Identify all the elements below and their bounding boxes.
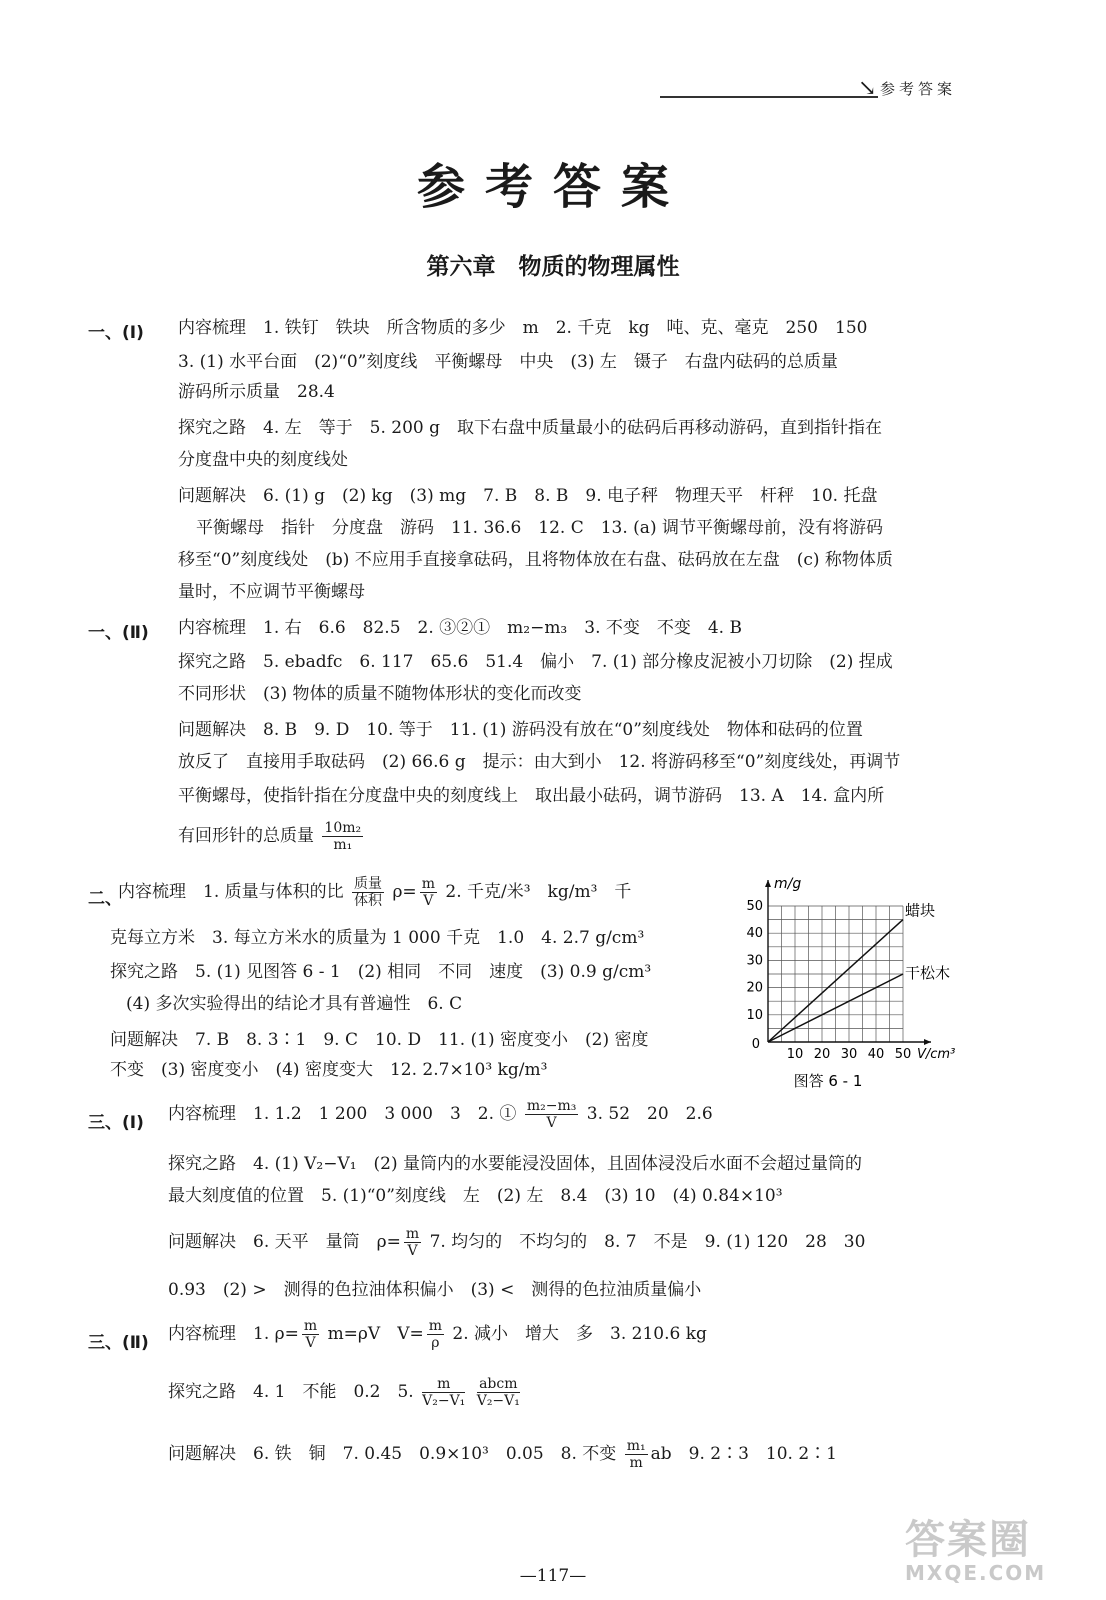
s2-line-1b: ρ= (392, 882, 417, 903)
s3b-line-3 (168, 1438, 837, 1471)
section-label-1b: 一、(Ⅱ) (88, 623, 149, 643)
s3a-line-1 (168, 1098, 713, 1131)
x-tick-label: 20 (813, 1047, 831, 1062)
fraction-numerator: m (303, 1318, 318, 1334)
s3b-line-1c: 2. 减小 增大 多 3. 210.6 kg (452, 1324, 707, 1345)
s1b-line-7-text: 有回形针的总质量 (178, 826, 314, 847)
chart-title: 图答 6 - 1 (793, 1072, 863, 1090)
graph-labels (746, 876, 955, 1090)
s1b-line-3: 不同形状 (3) 物体的质量不随物体形状的变化而改变 (178, 684, 582, 704)
x-tick-label: 50 (894, 1047, 912, 1062)
fraction-denominator: V (423, 893, 434, 910)
y-axis-arrow (765, 880, 771, 887)
section-label-1a: 一、(Ⅰ) (88, 323, 144, 343)
s3b-line-3b: ab 9. 2∶3 10. 2∶1 (650, 1444, 837, 1465)
fraction-numerator: abcm (477, 1376, 520, 1393)
fraction-numerator: m (421, 876, 435, 892)
s1a-line-5: 分度盘中央的刻度线处 (178, 450, 348, 470)
y-tick-label: 40 (746, 926, 763, 942)
page-title: 参考答案 (416, 159, 689, 215)
s3a-line-3: 最大刻度值的位置 5. (1)“0”刻度线 左 (2) 左 8.4 (3) 10 (4) 0.84×10³ (168, 1186, 783, 1206)
s2-line-2: 克每立方米 3. 每立方米水的质量为 1 000 千克 1.0 4. 2.7 g/cm³ (110, 928, 645, 948)
s3b-line-1 (168, 1318, 707, 1351)
s1a-line-1: 内容梳理 1. 铁钉 铁块 所含物质的多少 m 2. 千克 kg 吨、克、毫克 250 150 (178, 318, 868, 338)
s2-line-4: (4) 多次实验得出的结论才具有普遍性 6. C (126, 994, 463, 1014)
s3b-line-1a: 内容梳理 1. ρ= (168, 1324, 299, 1345)
y-tick-label: 20 (746, 980, 763, 996)
s3a-line-4a: 问题解决 6. 天平 量筒 ρ= (168, 1232, 401, 1253)
watermark-top: 答案圈 (905, 1517, 1031, 1563)
s1a-line-6: 问题解决 6. (1) g (2) kg (3) mg 7. B 8. B 9. 电子秤 物理天平 杆秤 10. 托盘 (178, 486, 878, 506)
chapter-title: 第六章 物质的物理属性 (426, 254, 680, 280)
fraction-numerator: 质量 (354, 876, 383, 892)
header-pen-icon: ↘ (858, 76, 877, 101)
s3b-line-2a: 探究之路 4. 1 不能 0.2 5. (168, 1382, 414, 1403)
fraction-denominator: V₂−V₁ (422, 1393, 466, 1410)
fraction-denominator: m₁ (333, 837, 353, 854)
s3a-line-4 (168, 1226, 865, 1259)
fraction-denominator: 体积 (354, 893, 383, 910)
density-graph (740, 872, 980, 1090)
fraction-numerator: 10m₂ (324, 820, 362, 836)
s3b-line-1b: m=ρV V= (327, 1324, 424, 1345)
fraction-10m2-m1 (322, 820, 363, 853)
fraction-denominator: V (305, 1335, 316, 1352)
s3a-line-1b: 3. 52 20 2.6 (586, 1104, 713, 1125)
s2-line-3: 探究之路 5. (1) 见图答 6 - 1 (2) 相同 不同 速度 (3) 0.9 g/cm³ (110, 962, 652, 982)
watermark-bottom: MXQE.COM (905, 1561, 1047, 1585)
series-label-wax: 蜡块 (905, 901, 936, 920)
fraction-m-rho (427, 1318, 444, 1351)
graph-grid (768, 906, 903, 1042)
x-tick-label: 40 (867, 1047, 885, 1062)
fraction-numerator: m (405, 1226, 420, 1242)
s2-line-1a: 内容梳理 1. 质量与体积的比 (118, 882, 344, 903)
fraction-m1-m (625, 1438, 648, 1471)
fraction-m-v2-v1 (422, 1376, 465, 1409)
fraction-numerator: m₁ (626, 1438, 646, 1454)
s1a-line-9: 量时，不应调节平衡螺母 (178, 582, 365, 602)
s1b-line-1: 内容梳理 1. 右 6.6 82.5 2. ③②① m₂−m₃ 3. 不变 不变 4. B (178, 618, 742, 638)
y-axis-label: m/g (774, 876, 802, 892)
s2-line-1 (118, 876, 631, 909)
s1a-line-8: 移至“0”刻度线处 (b) 不应用手直接拿砝码，且将物体放在右盘、砝码放在左盘 (c) 称物体质 (178, 550, 893, 570)
fraction-numerator: m (428, 1318, 442, 1334)
s1b-line-6: 平衡螺母，使指针指在分度盘中央的刻度线上 取出最小砝码，调节游码 13. A 14. 盒内所 (178, 786, 885, 806)
s1a-line-4: 探究之路 4. 左 等于 5. 200 g 取下右盘中质量最小的砝码后再移动游码，直到指针指在 (178, 418, 882, 438)
header-rule (660, 96, 878, 98)
fraction-m-v (302, 1318, 319, 1351)
fraction-mass-volume (352, 876, 384, 909)
page-number: —117— (519, 1566, 587, 1586)
x-tick-label: 30 (840, 1047, 858, 1062)
origin-label: 0 (751, 1037, 760, 1052)
x-tick-label: 10 (786, 1047, 804, 1062)
fraction-m-v (404, 1226, 421, 1259)
y-tick-label: 10 (746, 1007, 763, 1023)
s3a-line-4b: 7. 均匀的 不均匀的 8. 7 不是 9. (1) 120 28 30 (429, 1232, 866, 1253)
watermark-logo (905, 1508, 1075, 1588)
fraction-numerator: m (422, 1376, 465, 1393)
y-tick-label: 30 (746, 953, 763, 969)
fraction-denominator: ρ (431, 1335, 440, 1352)
section-label-3a: 三、(Ⅰ) (88, 1113, 144, 1133)
s1b-line-4: 问题解决 8. B 9. D 10. 等于 11. (1) 游码没有放在“0”刻度线处 物体和砝码的位置 (178, 720, 863, 740)
s3a-line-5: 0.93 (2) > 测得的色拉油体积偏小 (3) < 测得的色拉油质量偏小 (168, 1280, 702, 1300)
x-axis-arrow (924, 1039, 931, 1045)
s2-line-5: 问题解决 7. B 8. 3∶1 9. C 10. D 11. (1) 密度变小 (2) 密度 (110, 1030, 649, 1050)
s1a-line-2: 3. (1) 水平台面 (2)“0”刻度线 平衡螺母 中央 (3) 左 镊子 右盘内砝码的总质量 (178, 352, 838, 372)
s3b-line-3a: 问题解决 6. 铁 铜 7. 0.45 0.9×10³ 0.05 8. 不变 (168, 1444, 617, 1465)
s1b-line-7 (178, 820, 366, 853)
fraction-denominator: m (629, 1455, 643, 1472)
s2-line-6: 不变 (3) 密度变小 (4) 密度变大 12. 2.7×10³ kg/m³ (110, 1060, 548, 1080)
section-label-3b: 三、(Ⅱ) (88, 1333, 149, 1353)
s1a-line-3: 游码所示质量 28.4 (178, 382, 335, 402)
fraction-denominator: V (407, 1243, 418, 1260)
fraction-denominator: V₂−V₁ (476, 1393, 520, 1410)
s3a-line-2: 探究之路 4. (1) V₂−V₁ (2) 量筒内的水要能浸没固体，且固体浸没后水面不会超过量筒的 (168, 1154, 863, 1174)
s1b-line-2: 探究之路 5. ebadfc 6. 117 65.6 51.4 偏小 7. (1) 部分橡皮泥被小刀切除 (2) 捏成 (178, 652, 893, 672)
fraction-m-v (420, 876, 437, 909)
x-axis-label: V/cm³ (917, 1047, 956, 1062)
fraction-abcm-v2-v1 (477, 1376, 520, 1409)
section-label-2: 二、 (88, 889, 122, 909)
s1a-line-7: 平衡螺母 指针 分度盘 游码 11. 36.6 12. C 13. (a) 调节平衡螺母前，没有将游码 (196, 518, 883, 538)
s2-line-1c: 2. 千克/米³ kg/m³ 千 (445, 882, 632, 903)
series-label-pine: 干松木 (905, 964, 951, 982)
s3a-line-1a: 内容梳理 1. 1.2 1 200 3 000 3 2. ① (168, 1104, 517, 1125)
s3b-line-2 (168, 1376, 523, 1409)
s1b-line-5: 放反了 直接用手取砝码 (2) 66.6 g 提示：由大到小 12. 将游码移至“0”刻度线处，再调节 (178, 752, 901, 772)
fraction-numerator: m₂−m₃ (526, 1098, 577, 1114)
fraction-m2-m3-v (525, 1098, 579, 1131)
y-tick-label: 50 (746, 899, 763, 914)
fraction-denominator: V (546, 1115, 557, 1132)
header-label: 参考答案 (880, 80, 957, 98)
